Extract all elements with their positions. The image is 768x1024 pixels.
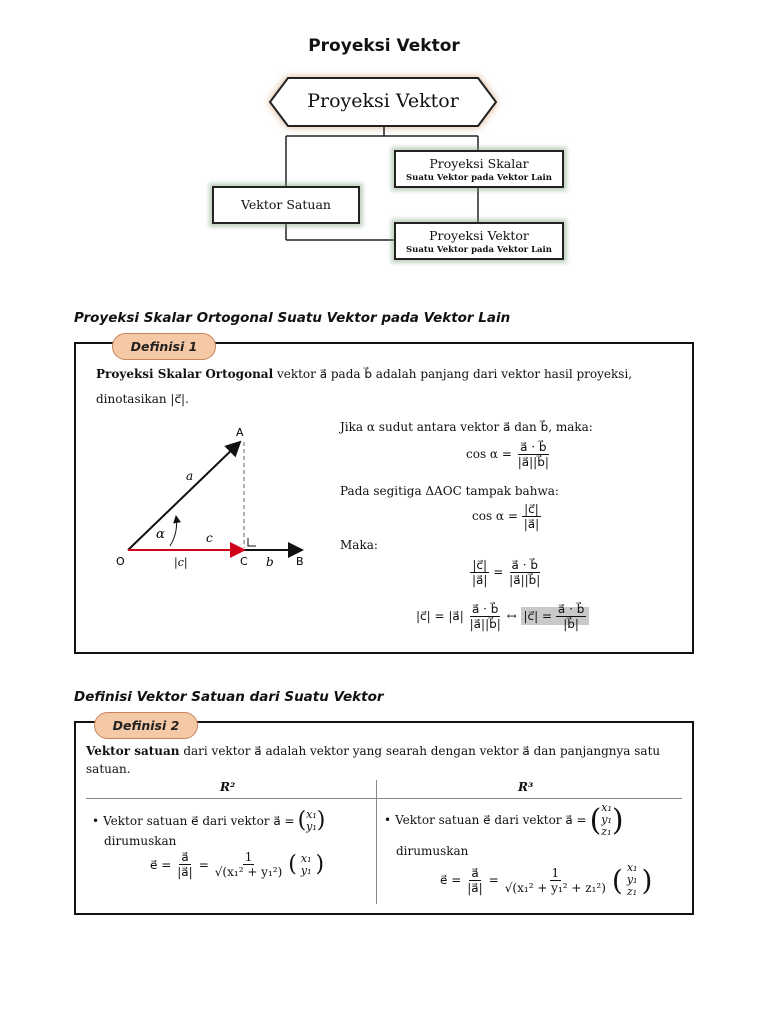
r3-formula-vector: x₁ y₁ z₁ — [626, 861, 638, 898]
step1-text: Jika α sudut antara vektor a⃗ dan b⃗, maka: — [340, 420, 593, 434]
r3-bullet: • Vektor satuan e⃗ dari vektor a⃗ = ( x₁ y₁ z₁ ) — [384, 801, 624, 838]
label-b: b — [266, 555, 274, 569]
node-proyeksi-skalar — [394, 150, 564, 188]
label-O: O — [116, 555, 125, 568]
eq4-fraction: $\frac{a⃗ \cdot b⃗}{|a⃗||b⃗|}$ — [469, 602, 501, 631]
eq4-lhs: |c⃗| = |a⃗| — [416, 609, 464, 623]
eq3-equals: = — [493, 565, 504, 579]
eq4-result-lhs: |c⃗| = — [523, 609, 553, 623]
eq2-fraction: $\frac{|c⃗|}{|a⃗|}$ — [523, 502, 540, 531]
equation-2 — [472, 502, 541, 531]
r3-formula: e⃗ = $\frac{a⃗}{|a⃗|}$ = $\frac{1}{\text{√(x₁² + y₁² + z₁²)}}$ ( x₁ y₁ z₁ ) — [440, 861, 653, 898]
r3-column-vector: x₁ y₁ z₁ — [601, 801, 612, 838]
r2-formula-vector: x₁ y₁ — [300, 851, 312, 877]
node-title: Proyeksi Skalar — [429, 156, 529, 171]
definition2-tag: Definisi 2 — [94, 712, 198, 739]
eq1-lhs: cos α = — [466, 447, 512, 461]
table-column-divider — [376, 780, 377, 904]
label-a: a — [186, 469, 194, 483]
projection-figure — [100, 420, 330, 580]
label-B: B — [296, 555, 304, 568]
equation-3 — [470, 558, 542, 587]
column-r2-header: R² — [220, 780, 236, 794]
r2-formula: e⃗ = $\frac{a⃗}{|a⃗|}$ = $\frac{1}{\text{√(x₁² + y₁²)}}$ ( x₁ y₁ ) — [150, 850, 325, 879]
table-header-divider — [86, 798, 682, 799]
definition1-text — [96, 362, 676, 412]
definition2-text-line2: satuan. — [86, 762, 131, 776]
r2-formula-word: dirumuskan — [104, 834, 177, 848]
eq4-result-fraction: $\frac{a⃗ \cdot b⃗}{|b⃗|}$ — [557, 602, 585, 631]
equation-4 — [416, 602, 589, 631]
label-alpha: α — [156, 527, 165, 542]
eq1-fraction: $\frac{a⃗ \cdot b⃗}{|a⃗||b⃗|}$ — [517, 440, 549, 469]
r3-fraction-2: $\frac{1}{\text{√(x₁² + y₁² + z₁²)}}$ — [504, 865, 606, 895]
eq3-right-fraction: $\frac{a⃗ \cdot b⃗}{|a⃗||b⃗|}$ — [509, 558, 541, 587]
label-A: A — [236, 426, 244, 439]
r2-lhs: e⃗ = — [150, 857, 172, 872]
r2-column-vector: x₁ y₁ — [306, 807, 317, 833]
r2-bullet-text: Vektor satuan e⃗ dari vektor a⃗ = — [103, 813, 295, 828]
eq4-arrow: ↔ — [506, 609, 517, 623]
r2-fraction-1: $\frac{a⃗}{|a⃗|}$ — [177, 850, 193, 879]
r3-fraction-1: $\frac{a⃗}{|a⃗|}$ — [467, 865, 483, 895]
definition1-term: Proyeksi Skalar Ortogonal — [96, 367, 274, 381]
definition1-text-rest: vektor a⃗ pada b⃗ adalah panjang dari vektor hasil proyeksi, — [273, 367, 633, 381]
eq3-left-fraction: $\frac{|c⃗|}{|a⃗|}$ — [472, 558, 488, 587]
page-title: Proyeksi Vektor — [308, 36, 460, 56]
r3-lhs: e⃗ = — [440, 873, 462, 887]
definition1-text-line2: dinotasikan |c⃗|. — [96, 392, 189, 406]
column-r3-header: R³ — [518, 780, 534, 794]
step2-text: Pada segitiga ΔAOC tampak bahwa: — [340, 484, 559, 498]
eq2-lhs: cos α = — [472, 509, 518, 523]
label-c: c — [206, 531, 213, 545]
r3-formula-word: dirumuskan — [396, 844, 469, 858]
node-vektor-satuan — [212, 186, 360, 224]
r3-bullet-text: Vektor satuan e⃗ dari vektor a⃗ = — [395, 813, 587, 827]
top-node-label: Proyeksi Vektor — [307, 90, 459, 112]
concept-diagram — [0, 0, 768, 280]
angle-arc — [170, 516, 177, 546]
eq4-result-highlight — [521, 602, 590, 631]
definition2-term: Vektor satuan — [86, 744, 180, 758]
definition2-text — [86, 742, 682, 778]
label-c-abs: |c| — [174, 556, 188, 569]
definition2-text-rest: dari vektor a⃗ adalah vektor yang searah dengan vektor a⃗ dan panjangnya satu — [179, 744, 661, 758]
step3-text: Maka: — [340, 538, 378, 552]
section2-heading: Definisi Vektor Satuan dari Suatu Vektor — [74, 689, 384, 705]
node-title: Vektor Satuan — [241, 197, 331, 212]
r2-fraction-2: $\frac{1}{\text{√(x₁² + y₁²)}}$ — [214, 850, 283, 879]
node-subtitle: Suatu Vektor pada Vektor Lain — [406, 245, 552, 255]
label-C: C — [240, 555, 248, 568]
right-angle-marker — [248, 538, 256, 546]
node-title: Proyeksi Vektor — [429, 228, 529, 243]
node-subtitle: Suatu Vektor pada Vektor Lain — [406, 173, 552, 183]
equation-1 — [466, 440, 551, 469]
section1-heading: Proyeksi Skalar Ortogonal Suatu Vektor pada Vektor Lain — [74, 310, 511, 326]
node-proyeksi-vektor — [394, 222, 564, 260]
vector-a-line — [128, 442, 240, 550]
definition1-tag: Definisi 1 — [112, 333, 216, 360]
r2-bullet: • Vektor satuan e⃗ dari vektor a⃗ = ( x₁ y₁ ) — [92, 807, 326, 833]
